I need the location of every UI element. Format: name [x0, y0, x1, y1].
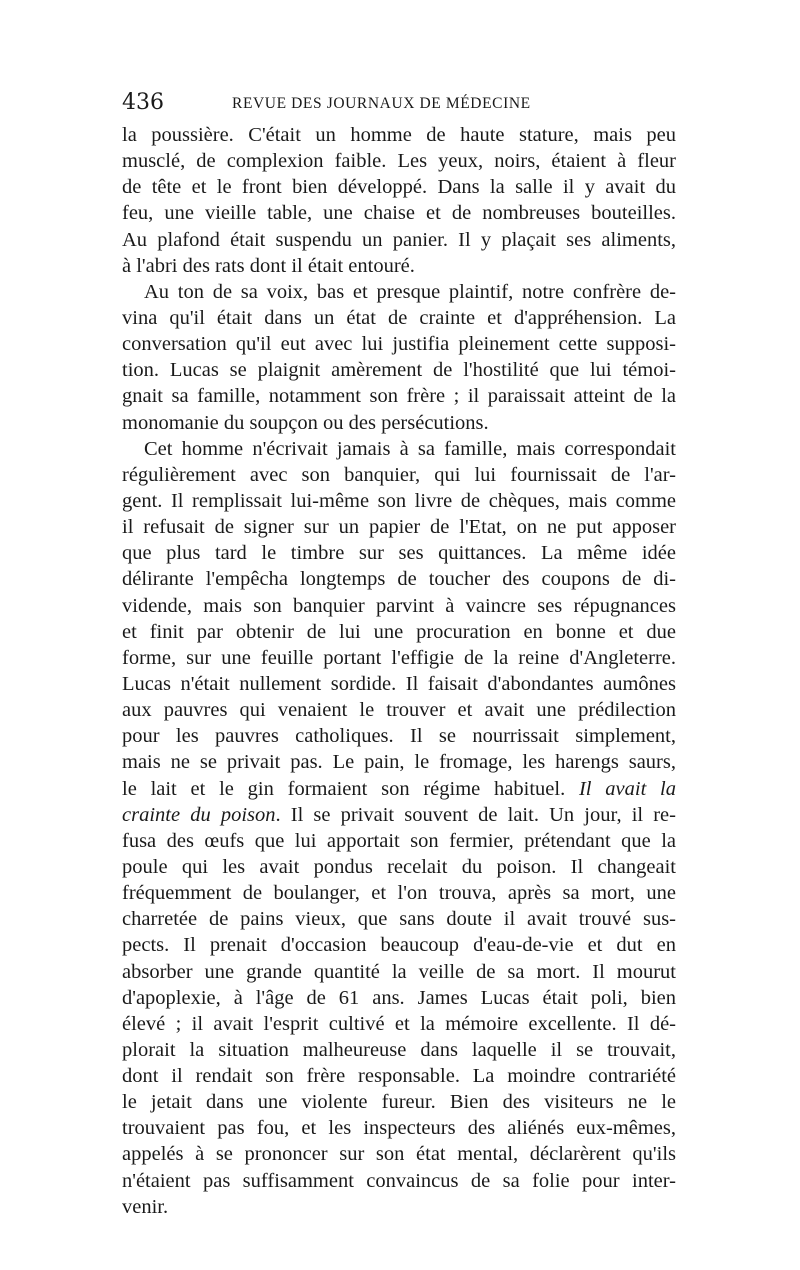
text-line-with-italic [122, 776, 676, 802]
text-line: Au ton de sa voix, bas et presque plaintif, notre confrère de- [144, 280, 676, 303]
text-line: le jetait dans une violente fureur. Bien des visiteurs ne le [122, 1091, 676, 1114]
text-line: vina qu'il était dans un état de crainte et d'appréhension. La [122, 306, 676, 329]
text-line: il refusait de signer sur un papier de l'Etat, on ne put apposer [122, 516, 676, 539]
text-line: venir. [122, 1195, 169, 1218]
text-line: gent. Il remplissait lui-même son livre de chèques, mais comme [122, 489, 676, 512]
text-line: la poussière. C'était un homme de haute stature, mais peu [122, 124, 676, 146]
text-line: Au plafond était suspendu un panier. Il y plaçait ses aliments, [122, 228, 676, 251]
text-segment: . Il se privait souvent de lait. Un jour, il re- [275, 803, 676, 826]
text-line: charretée de pains vieux, que sans doute il avait trouvé sus- [122, 908, 676, 931]
italic-segment: Il avait la [578, 777, 676, 800]
text-line: conversation qu'il eut avec lui justifia pleinement cette supposi- [122, 333, 676, 356]
italic-segment: crainte du poison [122, 803, 276, 826]
page-number: 436 [122, 90, 164, 115]
text-line: d'apoplexie, à l'âge de 61 ans. James Lucas était poli, bien [122, 986, 676, 1009]
page-header [122, 88, 678, 118]
text-line: aux pauvres qui venaient le trouver et avait une prédilection [122, 699, 676, 722]
text-line: régulièrement avec son banquier, qui lui fournissait de l'ar- [122, 463, 676, 486]
text-line: mais ne se privait pas. Le pain, le fromage, les harengs saurs, [122, 751, 676, 774]
text-line: feu, une vieille table, une chaise et de nombreuses bouteilles. [122, 202, 676, 225]
text-line: trouvaient pas fou, et les inspecteurs des aliénés eux-mêmes, [122, 1117, 676, 1140]
text-line: n'étaient pas suffisamment convaincus de sa folie pour inter- [122, 1169, 676, 1192]
text-line: fusa des œufs que lui apportait son fermier, prétendant que la [122, 829, 676, 852]
text-line: vidende, mais son banquier parvint à vaincre ses répugnances [122, 594, 676, 617]
text-line: musclé, de complexion faible. Les yeux, noirs, étaient à fleur [122, 150, 676, 173]
text-segment: le lait et le gin formaient son régime habituel. [122, 777, 566, 800]
text-line-with-italic [122, 802, 676, 828]
text-line: forme, sur une feuille portant l'effigie de la reine d'Angleterre. [122, 646, 676, 669]
running-title: REVUE DES JOURNAUX DE MÉDECINE [232, 95, 531, 112]
text-line: élevé ; il avait l'esprit cultivé et la mémoire excellente. Il dé- [122, 1012, 676, 1035]
text-line: dont il rendait son frère responsable. La moindre contrariété [122, 1065, 676, 1088]
text-line: Cet homme n'écrivait jamais à sa famille, mais correspondait [144, 437, 676, 460]
text-line: appelés à se prononcer sur son état mental, déclarèrent qu'ils [122, 1143, 676, 1166]
text-line: de tête et le front bien développé. Dans la salle il y avait du [122, 176, 676, 199]
text-line: pour les pauvres catholiques. Il se nourrissait simplement, [122, 725, 676, 748]
text-line: Lucas n'était nullement sordide. Il faisait d'abondantes aumônes [122, 672, 676, 695]
text-line: gnait sa famille, notamment son frère ; il paraissait atteint de la [122, 385, 676, 408]
text-line: monomanie du soupçon ou des persécutions. [122, 411, 489, 434]
text-line: tion. Lucas se plaignit amèrement de l'hostilité que lui témoi- [122, 359, 676, 382]
text-line: délirante l'empêcha longtemps de toucher des coupons de di- [122, 568, 676, 591]
text-line: pects. Il prenait d'occasion beaucoup d'eau-de-vie et dut en [122, 934, 676, 957]
article-text [122, 122, 676, 1220]
text-line: à l'abri des rats dont il était entouré. [122, 254, 415, 277]
text-line: que plus tard le timbre sur ses quittances. La même idée [122, 542, 676, 565]
text-line: absorber une grande quantité la veille de sa mort. Il mourut [122, 960, 676, 983]
text-line: poule qui les avait pondus recelait du poison. Il changeait [122, 855, 676, 878]
text-line: et finit par obtenir de lui une procuration en bonne et due [122, 620, 676, 643]
text-line: fréquemment de boulanger, et l'on trouva, après sa mort, une [122, 882, 676, 905]
text-line: plorait la situation malheureuse dans laquelle il se trouvait, [122, 1038, 676, 1061]
